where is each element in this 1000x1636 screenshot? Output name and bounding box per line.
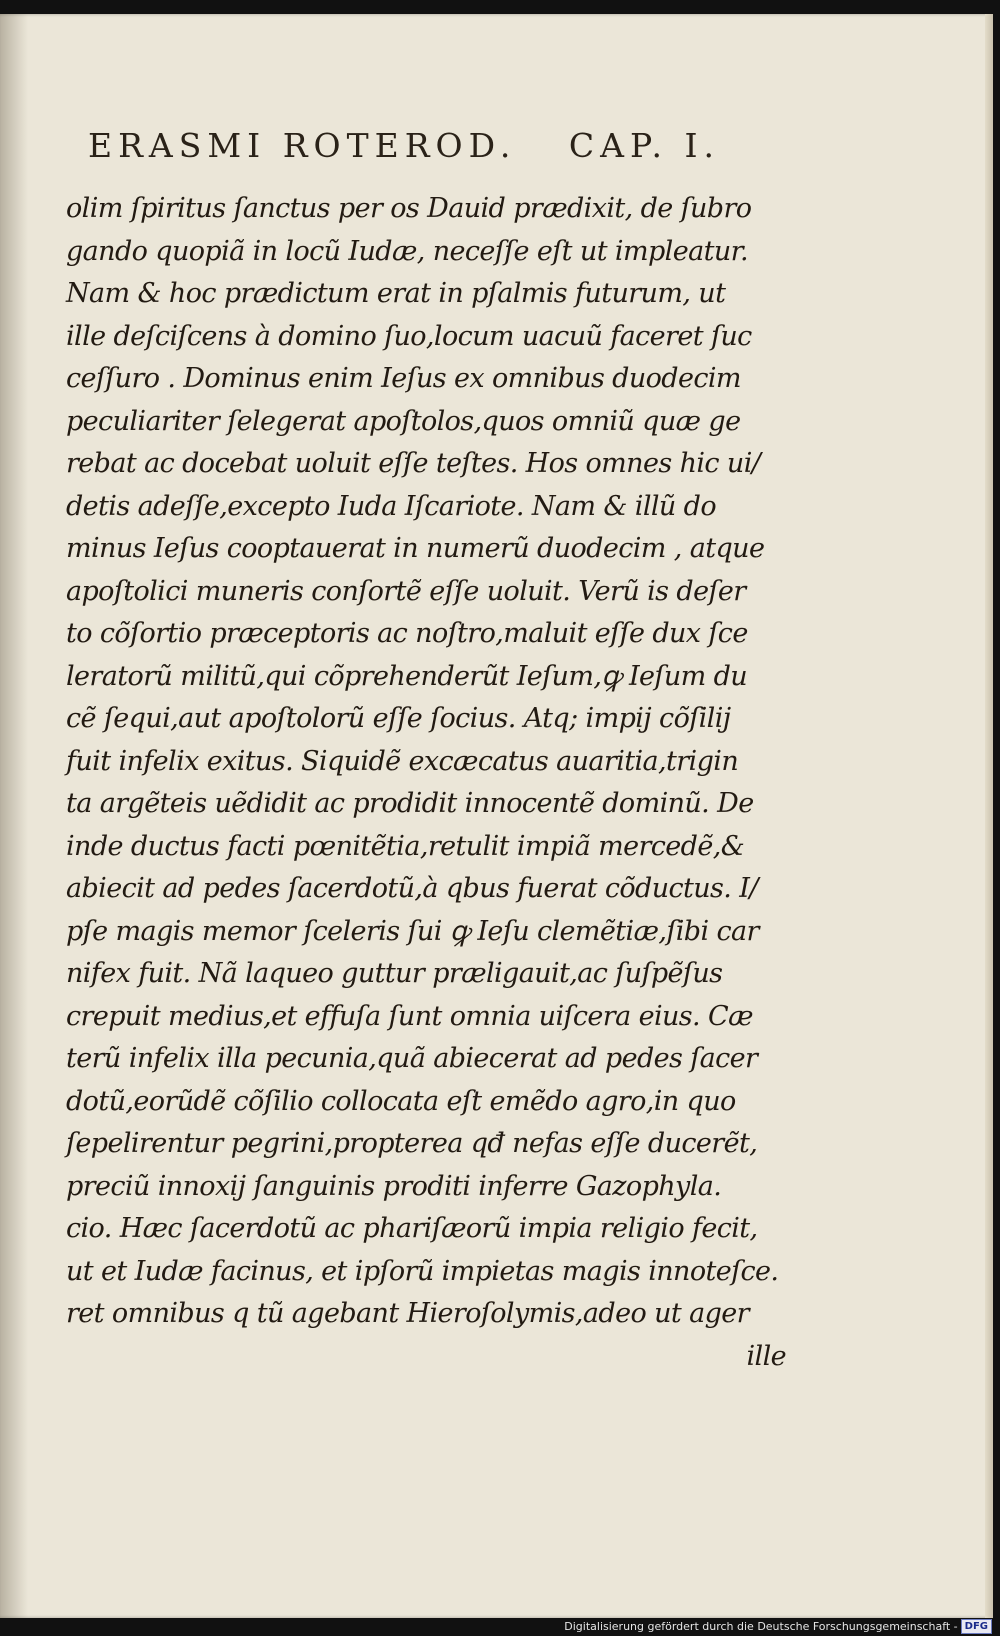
- text-line: ut et Iudæ facinus, et ipſorũ impietas magis innoteſce.: [66, 1255, 779, 1287]
- text-line: inde ductus facti pœnitẽtia,retulit impiã mercedẽ,&: [66, 830, 745, 862]
- book-page: [0, 14, 993, 1618]
- text-line: cio. Hæc ſacerdotũ ac phariſæorũ impia religio fecit,: [66, 1213, 758, 1244]
- text-line: detis adeſſe,excepto Iuda Iſcariote. Nam & illũ do: [66, 490, 716, 522]
- text-line: olim ſpiritus ſanctus per os Dauid prædixit, de ſubro: [66, 193, 752, 224]
- digitization-credit: [564, 1618, 992, 1634]
- text-line: ille deſciſcens à domino ſuo,locum uacuũ faceret ſuc: [66, 320, 752, 352]
- text-line: cẽ ſequi,aut apoſtolorũ eſſe ſocius. Atq; impij cõſilij: [66, 703, 731, 734]
- running-head-chapter: CAP. I.: [568, 126, 720, 165]
- text-line: ret omnibus q tũ agebant Hieroſolymis,adeo ut ager: [66, 1298, 749, 1329]
- text-line: dotũ,eorũdẽ cõſilio collocata eſt emẽdo agro,in quo: [66, 1085, 736, 1117]
- catchword: ille: [746, 1340, 786, 1372]
- text-line: abiecit ad pedes ſacerdotũ,à qbus fuerat cõductus. I/: [66, 873, 758, 904]
- text-line: minus Ieſus cooptauerat in numerũ duodecim , atque: [66, 533, 765, 564]
- credit-text: Digitalisierung gefördert durch die Deutsche Forschungsgemeinschaft -: [564, 1619, 958, 1633]
- text-line: ta argẽteis uẽdidit ac prodidit innocentẽ dominũ. De: [66, 788, 754, 819]
- text-line: gando quopiã in locũ Iudæ, neceſſe eſt ut impleatur.: [66, 235, 748, 267]
- gutter-shadow: [0, 14, 28, 1618]
- text-line: ceſſuro . Dominus enim Ieſus ex omnibus duodecim: [66, 363, 741, 394]
- text-line: crepuit medius,et effuſa ſunt omnia uiſcera eius. Cæ: [66, 1000, 753, 1032]
- text-line: pſe magis memor ſceleris ſui ꝙ Ieſu clemẽtiæ,ſibi car: [66, 915, 759, 947]
- text-line: Nam & hoc prædictum erat in pſalmis futurum, ut: [66, 278, 726, 309]
- text-line: terũ infelix illa pecunia,quã abiecerat ad pedes ſacer: [66, 1043, 758, 1074]
- text-line: rebat ac docebat uoluit eſſe teſtes. Hos omnes hic ui/: [66, 448, 761, 479]
- body-text: [66, 188, 786, 1378]
- running-head-title: ERASMI ROTEROD.: [88, 126, 517, 165]
- running-head: [88, 126, 788, 165]
- text-line: nifex fuit. Nã laqueo guttur præligauit,ac ſuſpẽſus: [66, 958, 723, 989]
- page-edge: [985, 14, 993, 1618]
- text-line: fuit infelix exitus. Siquidẽ excæcatus auaritia,trigin: [66, 745, 739, 777]
- text-line: apoſtolici muneris conſortẽ eſſe uoluit. Verũ is deſer: [66, 575, 746, 607]
- text-line: peculiariter ſelegerat apoſtolos,quos omniũ quæ ge: [66, 405, 741, 437]
- text-line: preciũ innoxij ſanguinis proditi inferre Gazophyla.: [66, 1170, 722, 1202]
- text-line: leratorũ militũ,qui cõprehenderũt Ieſum,ꝙ Ieſum du: [66, 660, 748, 692]
- text-line: to cõſortio præceptoris ac noſtro,maluit eſſe dux ſce: [66, 618, 748, 649]
- dfg-logo: DFG: [961, 1619, 992, 1634]
- text-line: ſepelirentur pegrini,propterea qđ nefas eſſe ducerẽt,: [66, 1128, 758, 1159]
